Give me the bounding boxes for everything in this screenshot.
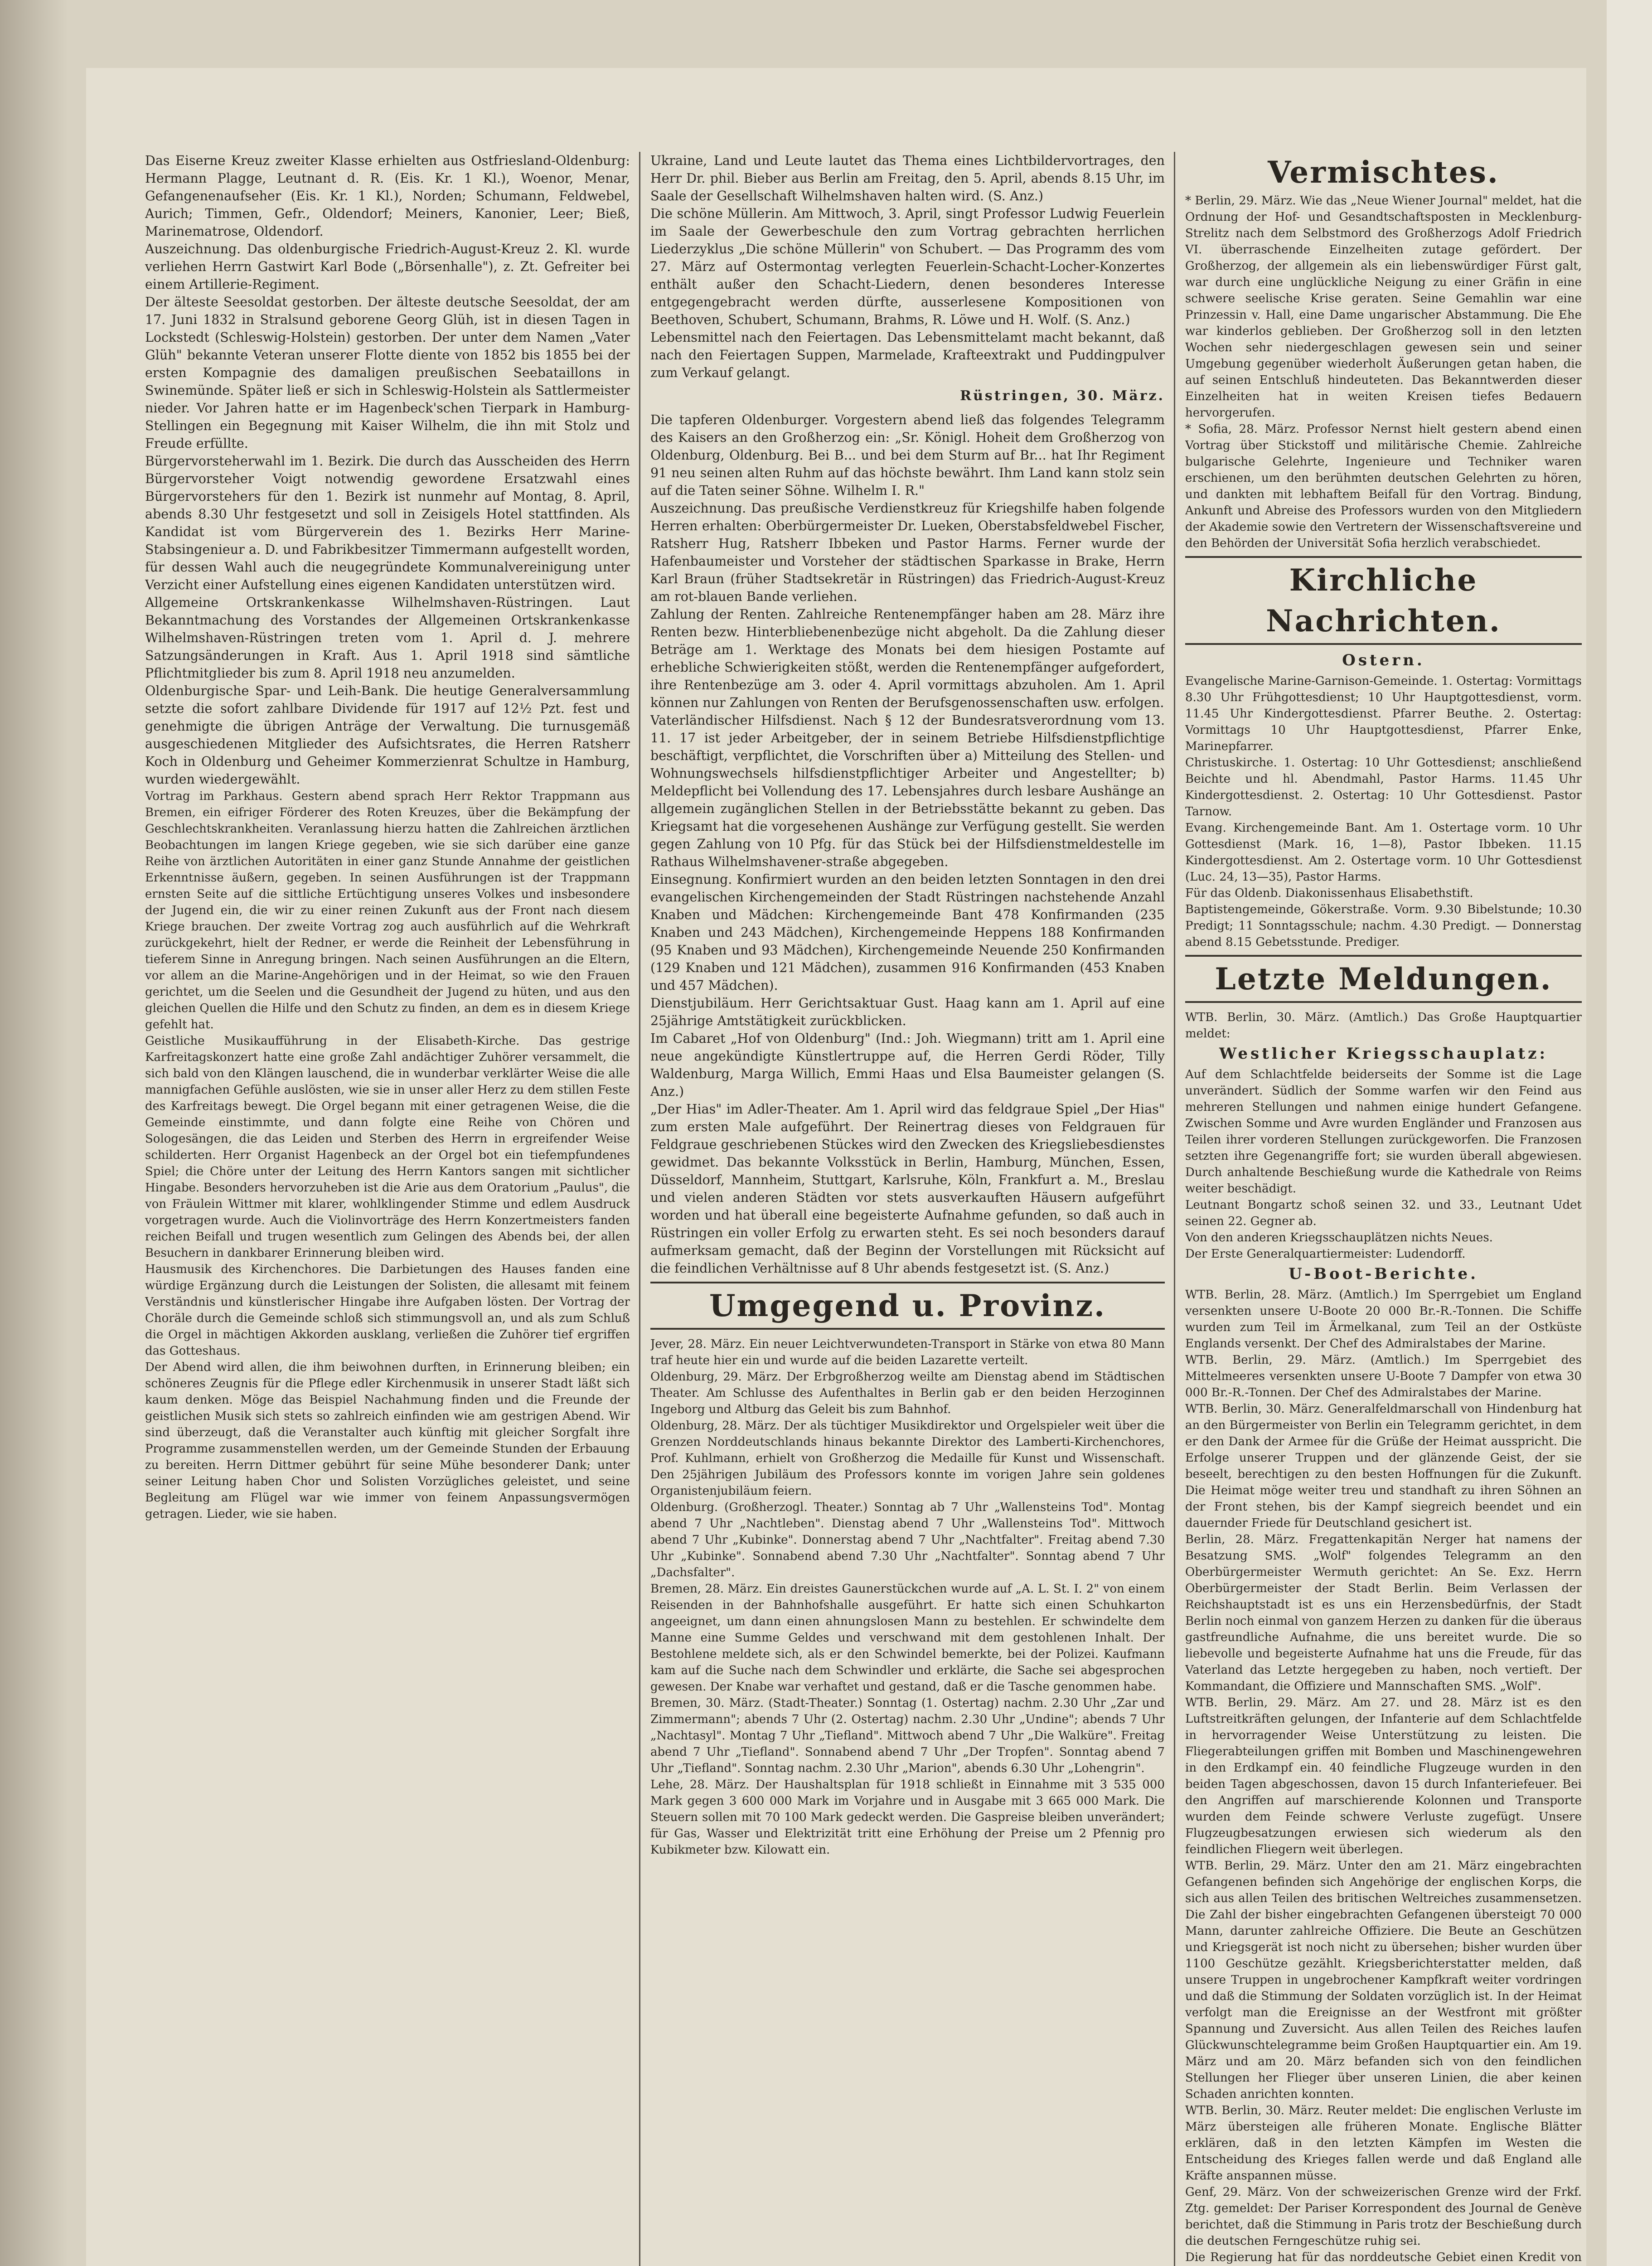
section-title: Umgegend u. Provinz. xyxy=(709,1288,1106,1323)
article: WTB. Berlin, 29. März. Unter den am 21. März eingebrachten Gefangenen befinden sich Angehörige der englischen Korps, die sich aus allen Teilen des britischen Weltreiches zusammensetzen. Die Zahl der bisher eingebrachten Gefangenen übersteigt 70 000 Mann, darunter zahlreiche Offiziere. Die Beute an Geschützen und Kriegsgerät ist noch nicht zu übersehen; bisher wurden über 1100 Geschütze gezählt. Kriegsberichterstatter melden, daß unsere Truppen in ungebrochener Kampfkraft weiter vordringen und daß die Stimmung der Soldaten vorzüglich ist. In der Heimat verfolgt man die Ereignisse an der Westfront mit größter Spannung und Zuversicht. Aus allen Teilen des Reiches laufen Glückwunschtelegramme beim Großen Hauptquartier ein. Am 19. März und am 20. März befanden sich von den feindlichen Stellungen her Flieger über unseren Linien, die aber keinen Schaden anrichten konnten. xyxy=(1185,1859,1582,2101)
article: Evang. Kirchengemeinde Bant. Am 1. Ostertage vorm. 10 Uhr Gottesdienst (Mark. 16, 1—8), Pastor Ibbeken. 11.15 Kindergottesdienst. Am 2. Ostertage vorm. 10 Uhr Gottesdienst (Luc. 24, 13—35), Pastor Harms. xyxy=(1185,821,1582,884)
article: Das Eiserne Kreuz zweiter Klasse erhielten aus Ostfriesland-Oldenburg: Hermann Plagge, Leutnant d. R. (Eis. Kr. 1 Kl.), Woenor, Menar, Gefangenenaufseher (Eis. Kr. 1 Kl.), Norden; Schumann, Feldwebel, Aurich; Timmen, Gefr., Oldendorf; Meiners, Kanonier, Leer; Bieß, Marinematrose, Oldendorf. xyxy=(145,153,630,239)
section-title: Kirchliche Nachrichten. xyxy=(1266,562,1501,639)
article: Hausmusik des Kirchenchores. Die Darbietungen des Hauses fanden eine würdige Ergänzung durch die Leistungen der Solisten, die allesamt mit feinem Verständnis und künstlerischer Hingabe ihre Aufgaben lösten. Der Vortrag der Choräle durch die Gemeinde schloß sich stimmungsvoll an, und als zum Schluß die Orgel in mächtigen Akkorden ausklang, verließen die Zuhörer tief ergriffen das Gotteshaus. xyxy=(145,1263,630,1358)
article: „Der Hias" im Adler-Theater. Am 1. April wird das feldgraue Spiel „Der Hias" zum ersten Male aufgeführt. Der Reinertrag dieses von Feldgrauen für Feldgraue geschriebenen Stückes wird den Zwecken des Kriegsliebesdienstes gewidmet. Das bekannte Volksstück in Berlin, Hamburg, München, Essen, Düsseldorf, Mannheim, Stuttgart, Karlsruhe, Köln, Frankfurt a. M., Breslau und vielen anderen Städten vor stets ausverkauften Häusern aufgeführt worden und hat überall eine begeisterte Aufnahme gefunden, so daß auch in Rüstringen ein voller Erfolg zu erwarten steht. Es sei noch besonders darauf aufmerksam gemacht, daß der Beginn der Vorstellungen mit Rücksicht auf die feindlichen Verhältnisse auf 8 Uhr abends festgesetzt ist. (S. Anz.) xyxy=(650,1102,1165,1276)
article: WTB. Berlin, 29. März. Am 27. und 28. März ist es den Luftstreitkräften gelungen, der Infanterie auf dem Schlachtfelde in hervorragender Weise Unterstützung zu leisten. Die Fliegerabteilungen griffen mit Bomben und Maschinengewehren in den Erdkampf ein. 40 feindliche Flugzeuge wurden in den beiden Tagen abgeschossen, davon 15 durch Infanteriefeuer. Bei den Angriffen auf marschierende Kolonnen und Transporte wurden dem Feinde schwere Verluste zugefügt. Unsere Flugzeugbesatzungen erwiesen sich wiederum als den feindlichen Fliegern weit überlegen. xyxy=(1185,1696,1582,1856)
article: WTB. Berlin, 30. März. Generalfeldmarschall von Hindenburg hat an den Bürgermeister von Berlin ein Telegramm gerichtet, in dem er den Dank der Armee für die Grüße der Heimat ausspricht. Die Erfolge unserer Truppen und der glänzende Geist, der sie beseelt, berechtigen zu den besten Hoffnungen für die Zukunft. Die Heimat möge weiter treu und standhaft zu ihren Söhnen an der Front stehen, bis der Kampf siegreich beendet und ein dauernder Friede für Deutschland gesichert ist. xyxy=(1185,1402,1582,1530)
article: Auszeichnung. Das oldenburgische Friedrich-August-Kreuz 2. Kl. wurde verliehen Herrn Gastwirt Karl Bode („Börsenhalle"), z. Zt. Gefreiter bei einem Artillerie-Regiment. xyxy=(145,242,630,292)
column-middle xyxy=(650,152,1165,2266)
article: Von den anderen Kriegsschauplätzen nichts Neues. xyxy=(1185,1231,1493,1244)
section-subtitle: Ostern. xyxy=(1342,651,1425,669)
article: Vortrag im Parkhaus. Gestern abend sprach Herr Rektor Trappmann aus Bremen, ein eifriger Förderer des Roten Kreuzes, über die Bekämpfung der Geschlechtskrankheiten. Veranlassung hierzu hatten die Zahlreichen ärztlichen Beobachtungen im langen Kriege gegeben, wie sie sich darüber eine ganze Reihe von ärztlichen Autoritäten in einer ganz Stunde Annahme der geistlichen Erkenntnisse äußern, gegeben. In seinen Ausführungen ist der Trappmann ernsten Seite auf die sittliche Ertüchtigung unseres Volkes und insbesondere der Jugend ein, die wir zu einer reinen Zukunft aus der Front nach diesem Kriege brauchen. Der zweite Vortrag zog auch ausführlich auf die Wehrkraft zurückgekehrt, hielt der Redner, er werde die Reinheit der Lebensführung in tieferem Sinne in Anregung bringen. Nach seinen Ausführungen an die Eltern, vor allem an die Marine-Angehörigen und in der Heimat, so wie den Frauen gerichtet, um die Seelen und die Gesundheit der Jugend zu hüten, und aus den gleichen Quellen die Hilfe und den Schutz zu finden, an dem es in diesem Kriege gefehlt hat. xyxy=(145,789,630,1031)
article: Bürgervorsteherwahl im 1. Bezirk. Die durch das Ausscheiden des Herrn Bürgervorsteher Voigt notwendig gewordene Ersatzwahl eines Bürgervorstehers für den 1. Bezirk ist nunmehr auf Montag, 8. April, abends 8.30 Uhr festgesetzt und soll in Zeisigels Hotel stattfinden. Als Kandidat ist vom Bürgerverein des 1. Bezirks Herr Marine-Stabsingenieur a. D. und Fabrikbesitzer Timmermann aufgestellt worden, für dessen Wahl auch die neugegründete Kommunalvereinigung unter Verzicht einer Aufstellung eines eigenen Kandidaten unterstützen wird. xyxy=(145,454,630,592)
article: WTB. Berlin, 28. März. (Amtlich.) Im Sperrgebiet um England versenkten unsere U-Boote 20 000 Br.-R.-Tonnen. Die Schiffe wurden zum Teil im Ärmelkanal, zum Teil an der Ostküste Englands versenkt. Der Chef des Admiralstabes der Marine. xyxy=(1185,1288,1582,1351)
article: Leutnant Bongartz schoß seinen 32. und 33., Leutnant Udet seinen 22. Gegner ab. xyxy=(1185,1198,1582,1228)
article: Genf, 29. März. Von der schweizerischen Grenze wird der Frkf. Ztg. gemeldet: Der Pariser Korrespondent des Journal de Genève berichtet, daß die Stimmung in Paris trotz der Beschießung durch die deutschen Ferngeschütze ruhig sei. xyxy=(1185,2185,1582,2248)
article: Oldenburgische Spar- und Leih-Bank. Die heutige Generalversammlung setzte die sofort zahlbare Dividende für 1917 auf 12½ Pzt. fest und genehmigte die übrigen Anträge der Verwaltung. Die turnusgemäß ausgeschiedenen Mitglieder des Aufsichtsrates, die Herren Ratsherr Koch in Oldenburg und Geheimer Kommerzienrat Schultze in Hamburg, wurden wiedergewählt. xyxy=(145,683,630,787)
article: Oldenburg, 28. März. Der als tüchtiger Musikdirektor und Orgelspieler weit über die Grenzen Norddeutschlands hinaus bekannte Direktor des Lamberti-Kirchenchores, Prof. Kuhlmann, erhielt von Großherzog die Medaille für Kunst und Wissenschaft. Den 25jährigen Jubiläum des Professors konnte im vorigen Jahre sein goldenes Organistenjubiläum feiern. xyxy=(650,1419,1165,1498)
section-header xyxy=(650,1282,1165,1330)
article: WTB. Berlin, 29. März. (Amtlich.) Im Sperrgebiet des Mittelmeeres versenkten unsere U-Boote 7 Dampfer von etwa 30 000 Br.-R.-Tonnen. Der Chef des Admiralstabes der Marine. xyxy=(1185,1353,1582,1399)
section-subtitle: Westlicher Kriegsschauplatz: xyxy=(1219,1045,1548,1063)
article: Jever, 28. März. Ein neuer Leichtverwundeten-Transport in Stärke von etwa 80 Mann traf heute hier ein und wurde auf die beiden Lazarette verteilt. xyxy=(650,1337,1165,1367)
article: Zahlung der Renten. Zahlreiche Rentenempfänger haben am 28. März ihre Renten bezw. Hinterbliebenenbezüge nicht abgeholt. Da die Zahlung dieser Beträge am 1. Werktage des Monats bei dem hiesigen Postamte auf erhebliche Schwierigkeiten stößt, werden die Rentenempfänger aufgefordert, ihre Rentenbezüge am 3. oder 4. April vormittags abzuholen. Am 1. April können nur Zahlungen von Renten der Berufsgenossenschaften usw. erfolgen. xyxy=(650,607,1165,710)
section-title: Vermischtes. xyxy=(1268,155,1499,190)
article: Geistliche Musikaufführung in der Elisabeth-Kirche. Das gestrige Karfreitagskonzert hatte eine große Zahl andächtiger Zuhörer versammelt, die sich bald von den Klängen lauschend, die in wunderbar verklärter Weise die alle mannigfachen Gefühle auslösten, wie sie in unser aller Herz zu dem stillen Feste des Karfreitags bewegt. Die Orgel begann mit einer getragenen Weise, die die Gemeinde einstimmte, und dann folgte eine Reihe von Chören und Sologesängen, die das Leiden und Sterben des Herrn in ergreifender Weise schilderten. Herr Organist Hagenbeck an der Orgel bot ein tiefempfundenes Spiel; die Chöre unter der Leitung des Herrn Kantors sangen mit sichtlicher Hingabe. Besonders hervorzuheben ist die Arie aus dem Oratorium „Paulus", die von Fräulein Wittmer mit klarer, wohlklingender Stimme und edlem Ausdruck vorgetragen wurde. Auch die Violinvorträge des Herrn Konzertmeisters fanden reichen Beifall und trugen wesentlich zum Gelingen des Abends bei, der allen Besuchern in dankbarer Erinnerung bleiben wird. xyxy=(145,1034,630,1260)
section-subtitle: U-Boot-Berichte. xyxy=(1289,1265,1478,1283)
article: Der Erste Generalquartiermeister: Ludendorff. xyxy=(1185,1247,1466,1261)
article: Baptistengemeinde, Gökerstraße. Vorm. 9.30 Bibelstunde; 10.30 Predigt; 11 Sonntagsschule; nachm. 4.30 Predigt. — Donnerstag abend 8.15 Gebetsstunde. Prediger. xyxy=(1185,903,1582,949)
article: Oldenburg. (Großherzogl. Theater.) Sonntag ab 7 Uhr „Wallensteins Tod". Montag abend 7 Uhr „Nachtleben". Dienstag abend 7 Uhr „Wallensteins Tod". Mittwoch abend 7 Uhr „Kubinke". Donnerstag abend 7 Uhr „Nachtfalter". Freitag abend 7.30 Uhr „Kubinke". Sonnabend abend 7.30 Uhr „Nachtfalter". Sonntag abend 7 Uhr „Dachsfalter". xyxy=(650,1501,1165,1579)
article: Lebensmittel nach den Feiertagen. Das Lebensmittelamt macht bekannt, daß nach den Feiertagen Suppen, Marmelade, Krafteextrakt und Puddingpulver zum Verkauf gelangt. xyxy=(650,330,1165,380)
column-right xyxy=(1185,152,1582,2266)
article: Auszeichnung. Das preußische Verdienstkreuz für Kriegshilfe haben folgende Herren erhalten: Oberbürgermeister Dr. Lueken, Oberstabsfeldwebel Fischer, Ratsherr Hug, Ratsherr Ibbeken und Pastor Harms. Ferner wurde der Hafenbaumeister und Vorsteher der städtischen Sparkasse in Brake, Herrn Karl Braun (früher Stadtsekretär in Rüstringen) das Friedrich-August-Kreuz am rot-blauen Bande verliehen. xyxy=(650,501,1165,604)
article: Lehe, 28. März. Der Haushaltsplan für 1918 schließt in Einnahme mit 3 535 000 Mark gegen 3 600 000 Mark im Vorjahre und in Ausgabe mit 3 665 000 Mark. Die Steuern sollen mit 70 100 Mark gedeckt werden. Die Gaspreise bleiben unverändert; für Gas, Wasser und Elektrizität tritt eine Erhöhung der Preise um 2 Pfennig pro Kubikmeter bzw. Kilowatt ein. xyxy=(650,1778,1165,1857)
article: Ukraine, Land und Leute lautet das Thema eines Lichtbildervortrages, den Herr Dr. phil. Bieber aus Berlin am Freitag, den 5. April, abends 8.15 Uhr, im Saale der Gesellschaft Wilhelmshaven halten wird. (S. Anz.) xyxy=(650,153,1165,203)
newspaper-page xyxy=(86,68,1586,2266)
article: * Sofia, 28. März. Professor Nernst hielt gestern abend einen Vortrag über Stickstoff und militärische Chemie. Zahlreiche bulgarische Gelehrte, Ingenieure und Techniker waren erschienen, um den berühmten deutschen Gelehrten zu hören, und dankten mit lebhaftem Beifall für den Vortrag. Bindung, Ankunft und Abreise des Professors wurden von den Mitgliedern der Akademie sowie den Vertretern der Wissenschaftsvereine und den Behörden der Universität Sofia herzlich verabschiedet. xyxy=(1185,422,1582,550)
section-header xyxy=(1185,955,1582,1003)
article: WTB. Berlin, 30. März. (Amtlich.) Das Große Hauptquartier meldet: xyxy=(1185,1011,1582,1041)
article: Die Regierung hat für das norddeutsche Gebiet einen Kredit von xyxy=(1185,2251,1582,2264)
section-title: Letzte Meldungen. xyxy=(1215,961,1552,997)
column-rule xyxy=(1174,152,1175,2266)
article: WTB. Berlin, 30. März. Reuter meldet: Die englischen Verluste im März übersteigen alle früheren Monate. Englische Blätter erklären, daß in den letzten Kämpfen im Westen die Entscheidung des Krieges fallen werde und daß England alle Kräfte anspannen müsse. xyxy=(1185,2104,1582,2183)
column-left xyxy=(145,152,630,2266)
article: Oldenburg, 29. März. Der Erbgroßherzog weilte am Dienstag abend im Städtischen Theater. Am Schlusse des Aufenthaltes in Berlin gab er den beiden Herzoginnen Ingeborg und Altburg das Geleit bis zum Bahnhof. xyxy=(650,1370,1165,1416)
article: Die tapferen Oldenburger. Vorgestern abend ließ das folgendes Telegramm des Kaisers an den Großherzog ein: „Sr. Königl. Hoheit dem Großherzog von Oldenburg, Oldenburg. Bei B... und bei dem Sturm auf Br... hat Ihr Regiment 91 neu seinen alten Ruhm auf das höchste bewährt. Ihm Land kann stolz sein auf die Taten seiner Söhne. Wilhelm I. R." xyxy=(650,412,1165,498)
column-rule xyxy=(639,152,640,2266)
dateline: Rüstringen, 30. März. xyxy=(960,388,1165,404)
article: Einsegnung. Konfirmiert wurden an den beiden letzten Sonntagen in den drei evangelischen Kirchengemeinden der Stadt Rüstringen nachstehende Anzahl Knaben und Mädchen: Kirchengemeinde Bant 478 Konfirmanden (235 Knaben und 243 Mädchen), Kirchengemeinde Heppens 188 Konfirmanden (95 Knaben und 93 Mädchen), Kirchengemeinde Neuende 250 Konfirmanden (129 Knaben und 121 Mädchen), zusammen 916 Konfirmanden (453 Knaben und 457 Mädchen). xyxy=(650,872,1165,993)
article: * Berlin, 29. März. Wie das „Neue Wiener Journal" meldet, hat die Ordnung der Hof- und Gesandtschaftsposten in Mecklenburg-Strelitz nach dem Selbstmord des Großherzogs Adolf Friedrich VI. überraschende Einzelheiten zutage gefördert. Der Großherzog, der allgemein als ein liebenswürdiger Fürst galt, war durch eine unglückliche Neigung zu einer Gräfin in eine schwere seelische Krise geraten. Seine Gemahlin war eine Prinzessin v. Hall, eine Dame ungarischer Abstammung. Die Ehe war kinderlos geblieben. Der Großherzog soll in den letzten Wochen sehr niedergeschlagen gewesen sein und seiner Umgebung gegenüber wiederholt Äußerungen getan haben, die auf seinen Entschluß hindeuteten. Das Bekanntwerden dieser Einzelheiten hat in weiten Kreisen tiefes Bedauern hervorgerufen. xyxy=(1185,194,1582,420)
article: Bremen, 28. März. Ein dreistes Gaunerstückchen wurde auf „A. L. St. I. 2" von einem Reisenden in der Bahnhofshalle ausgeführt. Er hatte sich einen Schuhkarton angeeignet, um dann einen ahnungslosen Mann zu bestehlen. Er schwindelte dem Manne eine Summe Geldes und verschwand mit dem gestohlenen Inhalt. Der Bestohlene meldete sich, als er den Schwindel bemerkte, bei der Polizei. Kaufmann kam auf die Suche nach dem Schwindler und erklärte, die Sache sei abgesprochen gewesen. Der Knabe war verhaftet und gestand, daß er die Tasche genommen habe. xyxy=(650,1582,1165,1694)
article: Auf dem Schlachtfelde beiderseits der Somme ist die Lage unverändert. Südlich der Somme warfen wir den Feind aus mehreren Stellungen und nahmen einige hundert Gefangene. Zwischen Somme und Avre wurden Engländer und Franzosen aus Teilen ihrer vorderen Stellungen zurückgeworfen. Die Franzosen setzten ihre Gegenangriffe fort; sie wurden überall abgewiesen. Durch anhaltende Beschießung wurde die Kathedrale von Reims weiter beschädigt. xyxy=(1185,1068,1582,1196)
article: Die schöne Müllerin. Am Mittwoch, 3. April, singt Professor Ludwig Feuerlein im Saale der Gewerbeschule den zum Vortrag gebrachten herrlichen Liederzyklus „Die schöne Müllerin" von Schubert. — Das Programm des vom 27. März auf Ostermontag verlegten Feuerlein-Schacht-Locher-Konzertes enthält außer den Schacht-Liedern, denen besonderes Interesse entgegengebracht werden dürfte, ausserlesene Kompositionen von Beethoven, Schubert, Schumann, Brahms, R. Löwe und H. Wolf. (S. Anz.) xyxy=(650,206,1165,327)
article: Vaterländischer Hilfsdienst. Nach § 12 der Bundesratsverordnung vom 13. 11. 17 ist jeder Arbeitgeber, der in seinem Betriebe Hilfsdienstpflichtige beschäftigt, verpflichtet, die Vorschriften über a) Mitteilung des Stellen- und Wohnungswechsels hilfsdienstpflichtiger Arbeiter und Angestellter; b) Meldepflicht bei Vollendung des 17. Lebensjahres durch lesbare Aushänge an allgemein zugänglichen Stellen in der Betriebsstätte bekannt zu geben. Das Kriegsamt hat die vorgesehenen Aushänge zur Verfügung gestellt. Sie werden gegen Zahlung von 10 Pfg. für das Stück bei der Hilfsdienstmeldestelle im Rathaus Wilhelmshavener-straße abgegeben. xyxy=(650,713,1165,869)
article: Für das Oldenb. Diakonissenhaus Elisabethstift. xyxy=(1185,886,1473,900)
article: Christuskirche. 1. Ostertag: 10 Uhr Gottesdienst; anschließend Beichte und hl. Abendmahl, Pastor Harms. 11.45 Uhr Kindergottesdienst. 2. Ostertag: 10 Uhr Gottesdienst. Pastor Tarnow. xyxy=(1185,756,1582,818)
scan-right-margin xyxy=(1607,0,1652,2266)
article: Der Abend wird allen, die ihm beiwohnen durften, in Erinnerung bleiben; ein schöneres Zeugnis für die Pflege edler Kirchenmusik in unserer Stadt läßt sich kaum denken. Möge das Beispiel Nachahmung finden und die Freunde der geistlichen Musik sich stets so zahlreich einfinden wie am gestrigen Abend. Wir sind überzeugt, daß die Veranstalter auch künftig mit gleicher Sorgfalt ihre Programme zusammenstellen werden, um der Gemeinde Stunden der Erbauung zu bereiten. Herrn Dittmer gebührt für seine Mühe besonderer Dank; unter seiner Leitung haben Chor und Solisten Vorzügliches geleistet, und seine Begleitung am Flügel war wie immer von feinem Anpassungsvermögen getragen. Lieder, wie sie haben. xyxy=(145,1361,630,1521)
article: Evangelische Marine-Garnison-Gemeinde. 1. Ostertag: Vormittags 8.30 Uhr Frühgottesdienst; 10 Uhr Hauptgottesdienst, vorm. 11.45 Uhr Kindergottesdienst. Pfarrer Beuthe. 2. Ostertag: Vormittags 10 Uhr Hauptgottesdienst, Pfarrer Enke, Marinepfarrer. xyxy=(1185,674,1582,753)
article: Der älteste Seesoldat gestorben. Der älteste deutsche Seesoldat, der am 17. Juni 1832 in Stralsund geborene Georg Glüh, ist in diesen Tagen in Lockstedt (Schleswig-Holstein) gestorben. Der unter dem Namen „Vater Glüh" bekannte Veteran unserer Flotte diente von 1852 bis 1855 bei der ersten Kompagnie des damaligen preußischen Seebataillons in Swinemünde. Später ließ er sich in Schleswig-Holstein als Sattlermeister nieder. Vor Jahren hatte er im Hagenbeck'schen Tierpark in Hamburg-Stellingen ein Begegnung mit Kaiser Wilhelm, die ihn mit Stolz und Freude erfüllte. xyxy=(145,295,630,451)
article: Bremen, 30. März. (Stadt-Theater.) Sonntag (1. Ostertag) nachm. 2.30 Uhr „Zar und Zimmermann"; abends 7 Uhr (2. Ostertag) nachm. 2.30 Uhr „Undine"; abends 7 Uhr „Nachtasyl". Montag 7 Uhr „Tiefland". Mittwoch abend 7 Uhr „Die Walküre". Freitag abend 7 Uhr „Tiefland". Sonnabend abend 7 Uhr „Der Tropfen". Sonntag abend 7 Uhr „Tiefland". Sonntag nachm. 2.30 Uhr „Marion", abends 6.30 Uhr „Lohengrin". xyxy=(650,1696,1165,1775)
article: Berlin, 28. März. Fregattenkapitän Nerger hat namens der Besatzung SMS. „Wolf" folgendes Telegramm an den Oberbürgermeister Wermuth gerichtet: An Se. Exz. Herrn Oberbürgermeister der Stadt Berlin. Beim Verlassen der Reichshauptstadt ist es uns ein Herzensbedürfnis, der Stadt Berlin noch einmal von ganzem Herzen zu danken für die überaus gastfreundliche Aufnahme, die uns bereitet wurde. Die so liebevolle und begeisterte Aufnahme hat uns die Freude, für das Vaterland das Letzte hergegeben zu haben, noch vertieft. Der Kommandant, die Offiziere und Mannschaften SMS. „Wolf". xyxy=(1185,1533,1582,1693)
article: Im Cabaret „Hof von Oldenburg" (Ind.: Joh. Wiegmann) tritt am 1. April eine neue angekündigte Künstlertruppe auf, die Herren Gerdi Röder, Tilly Waldenburg, Marga Willich, Emmi Haas und Elsa Baumeister gelangen (S. Anz.) xyxy=(650,1031,1165,1099)
section-header xyxy=(1185,556,1582,645)
article: Allgemeine Ortskrankenkasse Wilhelmshaven-Rüstringen. Laut Bekanntmachung des Vorstandes der Allgemeinen Ortskrankenkasse Wilhelmshaven-Rüstringen treten vom 1. April d. J. mehrere Satzungsänderungen in Kraft. Aus 1. April 1918 sind sämtliche Pflichtmitglieder bis zum 8. April 1918 neu anzumelden. xyxy=(145,595,630,681)
scan-edge-shadow xyxy=(0,0,68,2266)
article: Dienstjubiläum. Herr Gerichtsaktuar Gust. Haag kann am 1. April auf eine 25jährige Amtstätigkeit zurückblicken. xyxy=(650,996,1165,1028)
